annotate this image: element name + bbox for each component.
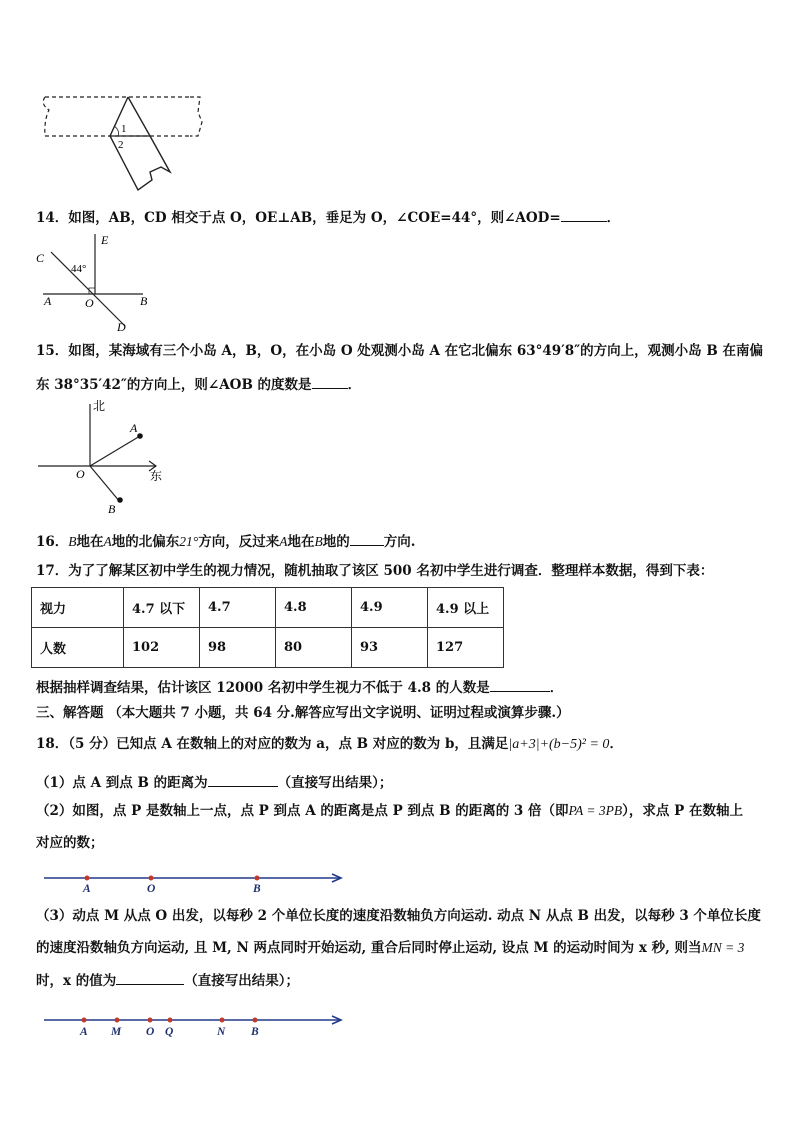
table-cell: 102 — [124, 628, 200, 668]
q18-part3-text-2: 时，x 的值为 — [36, 973, 117, 989]
fig13-label-2: 2 — [118, 139, 124, 151]
q14-number: 14． — [36, 210, 69, 226]
axis2-label-o: O — [146, 1026, 155, 1038]
q18-part2-text-end: ），求点 P 在数轴上 — [622, 803, 743, 819]
q15-line2 — [36, 374, 361, 394]
table-cell: 4.9 以上 — [428, 588, 504, 628]
fig15-label-o: O — [76, 467, 85, 481]
q14-end: ． — [606, 210, 621, 226]
q18-part3-line3 — [36, 970, 299, 990]
q18-part3-text: 的速度沿数轴负方向运动, 且 M, N 两点同时开始运动, 重合后同时停止运动, 设点 M 的运动时间为 x 秒, 则当 — [36, 940, 702, 956]
q16-t4: 地在 — [287, 534, 315, 550]
q18-number-line-1 — [42, 868, 346, 894]
axis2-label-m: M — [111, 1026, 122, 1038]
table-cell: 4.9 — [352, 588, 428, 628]
table-cell: 80 — [276, 628, 352, 668]
q17-answer-blank[interactable] — [490, 677, 550, 692]
fig14-label-d: D — [117, 320, 126, 332]
q16-t6: 方向. — [383, 534, 416, 550]
axis1-label-a: A — [83, 883, 91, 894]
fig15-label-b: B — [108, 502, 116, 516]
fig14-label-c: C — [36, 251, 45, 265]
q18-part3-note: （直接写出结果）； — [184, 973, 299, 989]
q18-part1-note: （直接写出结果）； — [277, 775, 393, 791]
q16-answer-blank[interactable] — [350, 531, 384, 546]
q14-stem: 如图，AB，CD 相交于点 O，OE⊥AB，垂足为 O，∠COE=44°，则∠AOD= — [68, 210, 561, 226]
q16-var-b: B — [68, 534, 77, 549]
fig14-label-e: E — [101, 233, 109, 247]
q16-t2: 地的北偏东 — [111, 534, 180, 550]
q13-figure — [40, 92, 210, 194]
q16-angle: 21° — [179, 534, 199, 549]
q18-part3-line2 — [36, 939, 744, 957]
q17-number: 17． — [36, 563, 69, 579]
table-row — [32, 628, 504, 668]
axis2-label-q: Q — [165, 1026, 174, 1038]
table-row — [32, 588, 504, 628]
q18-part1-blank[interactable] — [208, 772, 278, 787]
axis2-label-a: A — [80, 1026, 88, 1038]
axis2-label-b: B — [251, 1026, 259, 1038]
q18-number: 18． — [36, 736, 69, 752]
q15-figure — [36, 396, 176, 520]
q18-part2-formula: PA = 3PB — [568, 803, 623, 818]
q18-part3-blank[interactable] — [116, 970, 184, 985]
fig14-label-o: O — [85, 296, 94, 310]
q18-part1 — [36, 772, 392, 792]
table-cell: 视力 — [32, 588, 124, 628]
fig14-label-b: B — [140, 294, 148, 308]
q18-part3-line1: （3）动点 M 从点 O 出发，以每秒 2 个单位长度的速度沿数轴负方向运动. 动点 N 从点 B 出发，以每秒 3 个单位长度 — [36, 908, 761, 924]
q17-end: ． — [549, 680, 564, 696]
q15-answer-blank[interactable] — [312, 374, 348, 389]
q18-part2-line1 — [36, 802, 743, 820]
table-cell: 4.8 — [276, 588, 352, 628]
fig15-label-a: A — [130, 421, 138, 435]
q16-text — [36, 531, 415, 551]
axis2-label-n: N — [217, 1026, 226, 1038]
table-cell: 98 — [200, 628, 276, 668]
q18-part2-text: （2）如图，点 P 是数轴上一点，点 P 到点 A 的距离是点 P 到点 B 的距离的 3 倍（即 — [36, 803, 569, 819]
q16-t1: 地在 — [76, 534, 104, 550]
q15-stem-1: 如图，某海域有三个小岛 A，B，O，在小岛 O 处观测小岛 A 在它北偏东 63°49′8″的方向上，观测小岛 B 在南偏 — [68, 343, 763, 359]
q15-number: 15． — [36, 343, 69, 359]
q18-part1-text: （1）点 A 到点 B 的距离为 — [36, 775, 208, 791]
axis1-label-b: B — [253, 883, 261, 894]
fig13-label-1: 1 — [121, 123, 127, 135]
q18-end: ． — [609, 736, 623, 752]
table-cell: 人数 — [32, 628, 124, 668]
q16-t3: 方向，反过来 — [198, 534, 280, 550]
q18-part3-formula: MN = 3 — [701, 940, 745, 955]
fig15-north: 北 — [93, 399, 106, 413]
axis1-label-o: O — [147, 883, 156, 894]
table-cell: 4.7 — [200, 588, 276, 628]
q15-line1 — [36, 342, 763, 360]
q16-var-a2: A — [279, 534, 288, 549]
q17-text — [36, 562, 713, 580]
q16-t5: 地的 — [322, 534, 350, 550]
q16-number: 16． — [36, 534, 69, 550]
table-cell: 127 — [428, 628, 504, 668]
section-3-heading: 三、解答题 （本大题共 7 小题，共 64 分.解答应写出文字说明、证明过程或演算步骤.） — [36, 705, 570, 721]
q17-stem: 为了了解某区初中学生的视力情况，随机抽取了该区 500 名初中学生进行调查．整理样本数据，得到下表： — [68, 563, 714, 579]
vision-table — [31, 587, 504, 668]
table-cell: 93 — [352, 628, 428, 668]
table-cell: 4.7 以下 — [124, 588, 200, 628]
q14-text — [36, 207, 620, 227]
q18-text — [36, 735, 623, 754]
q18-formula: |a+3|+(b−5)² = 0 — [508, 737, 610, 752]
q18-stem: （5 分）已知点 A 在数轴上的对应的数为 a，点 B 对应的数为 b，且满足 — [68, 736, 509, 752]
q16-var-b2: B — [314, 534, 323, 549]
q16-var-a: A — [103, 534, 112, 549]
q18-number-line-2 — [42, 1010, 346, 1040]
q15-end: ． — [347, 377, 362, 393]
q14-answer-blank[interactable] — [561, 207, 607, 222]
q17-after-text — [36, 677, 563, 697]
q15-stem-2: 东 38°35′42″的方向上，则∠AOB 的度数是 — [36, 377, 312, 393]
q17-question: 根据抽样调查结果，估计该区 12000 名初中学生视力不低于 4.8 的人数是 — [36, 680, 490, 696]
fig15-east: 东 — [150, 469, 163, 483]
q14-figure — [33, 230, 153, 332]
fig14-label-a: A — [44, 294, 52, 308]
q18-part2-line2: 对应的数； — [36, 835, 104, 851]
fig14-angle-44: 44° — [71, 263, 87, 275]
